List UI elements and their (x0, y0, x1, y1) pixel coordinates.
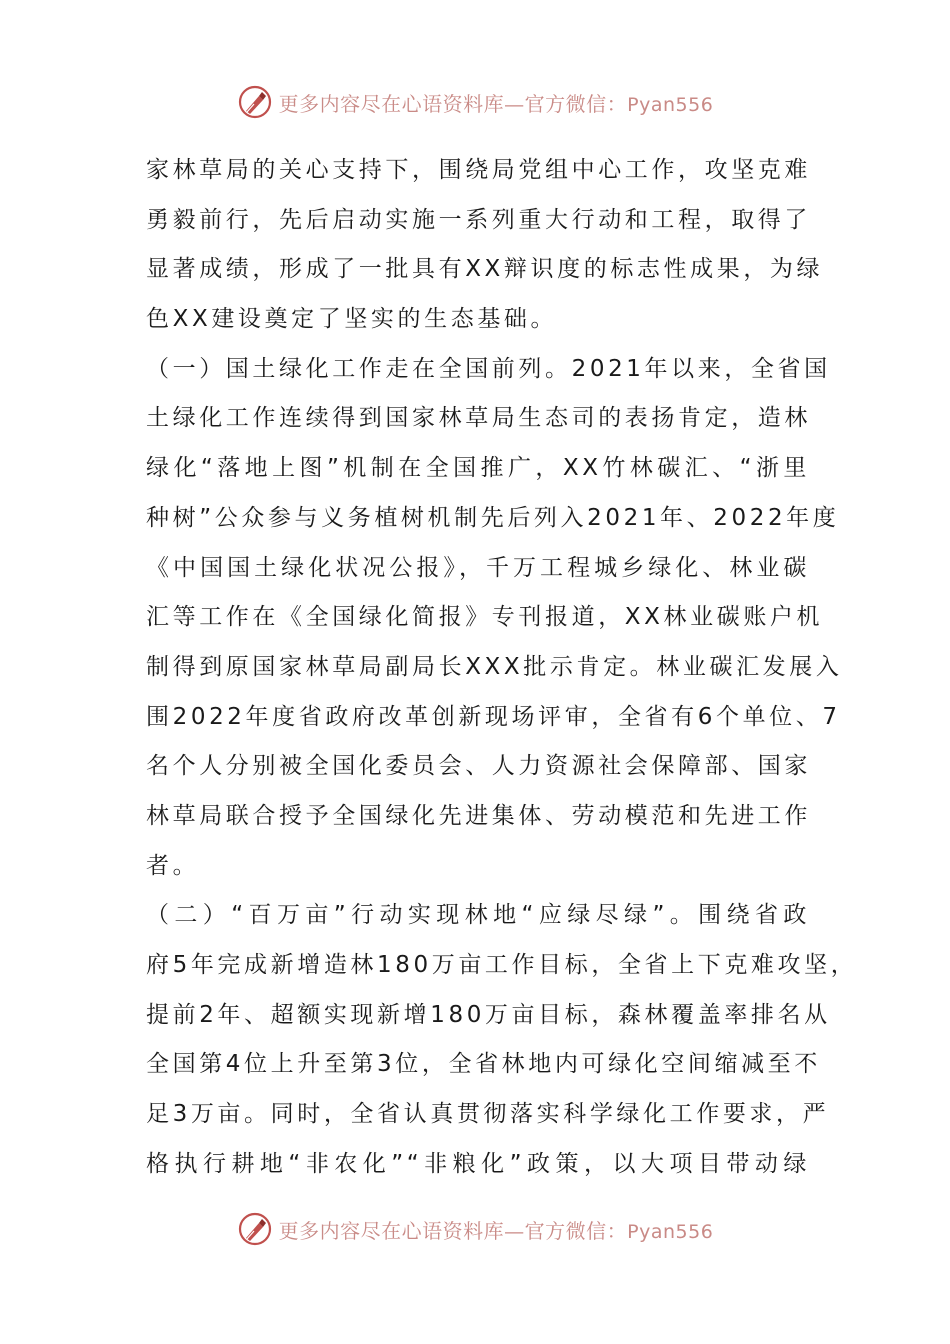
header-watermark-text (279, 88, 714, 117)
text-line: 林草局联合授予全国绿化先进集体、劳动模范和先进工作 (146, 802, 811, 829)
header-watermark-wechat-id: Pyan556 (627, 93, 714, 116)
text-line: 勇毅前行，先后启动实施一系列重大行动和工程，取得了 (146, 206, 811, 233)
footer-watermark-text (279, 1215, 714, 1244)
section-heading-line: （二）“百万亩”行动实现林地“应绿尽绿”。围绕省政 (146, 902, 810, 929)
section-heading-line: （一）国土绿化工作走在全国前列。2021年以来，全省国 (146, 355, 831, 382)
text-line: 格执行耕地“非农化”“非粮化”政策，以大项目带动绿 (146, 1150, 810, 1177)
text-line: 围2022年度省政府改革创新现场评审，全省有6个单位、7 (146, 703, 841, 730)
text-line: 绿化“落地上图”机制在全国推广，XX竹林碳汇、“浙里 (146, 455, 810, 482)
text-line: 显著成绩，形成了一批具有XX辩识度的标志性成果，为绿 (146, 256, 824, 283)
document-body (146, 146, 858, 1189)
header-watermark-banner (0, 82, 950, 122)
text-line: 《中国国土绿化状况公报》，千万工程城乡绿化、林业碳 (146, 554, 810, 581)
footer-watermark-cn: 更多内容尽在心语资料库—官方微信： (278, 1218, 628, 1243)
text-line: 府5年完成新增造林180万亩工作目标，全省上下克难攻坚， (146, 952, 858, 978)
footer-watermark (237, 1211, 714, 1247)
text-line: 汇等工作在《全国绿化简报》专刊报道，XX林业碳账户机 (146, 604, 824, 631)
text-line: 色XX建设奠定了坚实的生态基础。 (146, 306, 558, 333)
text-line: 足3万亩。同时，全省认真贯彻落实科学绿化工作要求，严 (146, 1101, 830, 1128)
header-watermark-cn: 更多内容尽在心语资料库—官方微信： (278, 91, 628, 116)
text-line: 土绿化工作连续得到国家林草局生态司的表扬肯定，造林 (146, 405, 811, 432)
footer-watermark-wechat-id: Pyan556 (627, 1220, 714, 1243)
header-watermark (237, 84, 714, 120)
text-line: 名个人分别被全国化委员会、人力资源社会保障部、国家 (146, 753, 811, 780)
text-line: 种树”公众参与义务植树机制先后列入2021年、2022年度 (146, 504, 840, 531)
text-line: 提前2年、超额实现新增180万亩目标，森林覆盖率排名从 (146, 1001, 831, 1028)
text-line: 制得到原国家林草局副局长XXX批示肯定。林业碳汇发展入 (146, 653, 843, 680)
pen-nib-logo-icon (237, 1211, 273, 1247)
pen-nib-logo-icon (237, 84, 273, 120)
text-line: 全国第4位上升至第3位，全省林地内可绿化空间缩减至不 (146, 1051, 821, 1078)
text-line: 家林草局的关心支持下，围绕局党组中心工作，攻坚克难 (146, 157, 811, 183)
text-line: 者。 (146, 852, 200, 879)
footer-watermark-banner (0, 1209, 950, 1249)
